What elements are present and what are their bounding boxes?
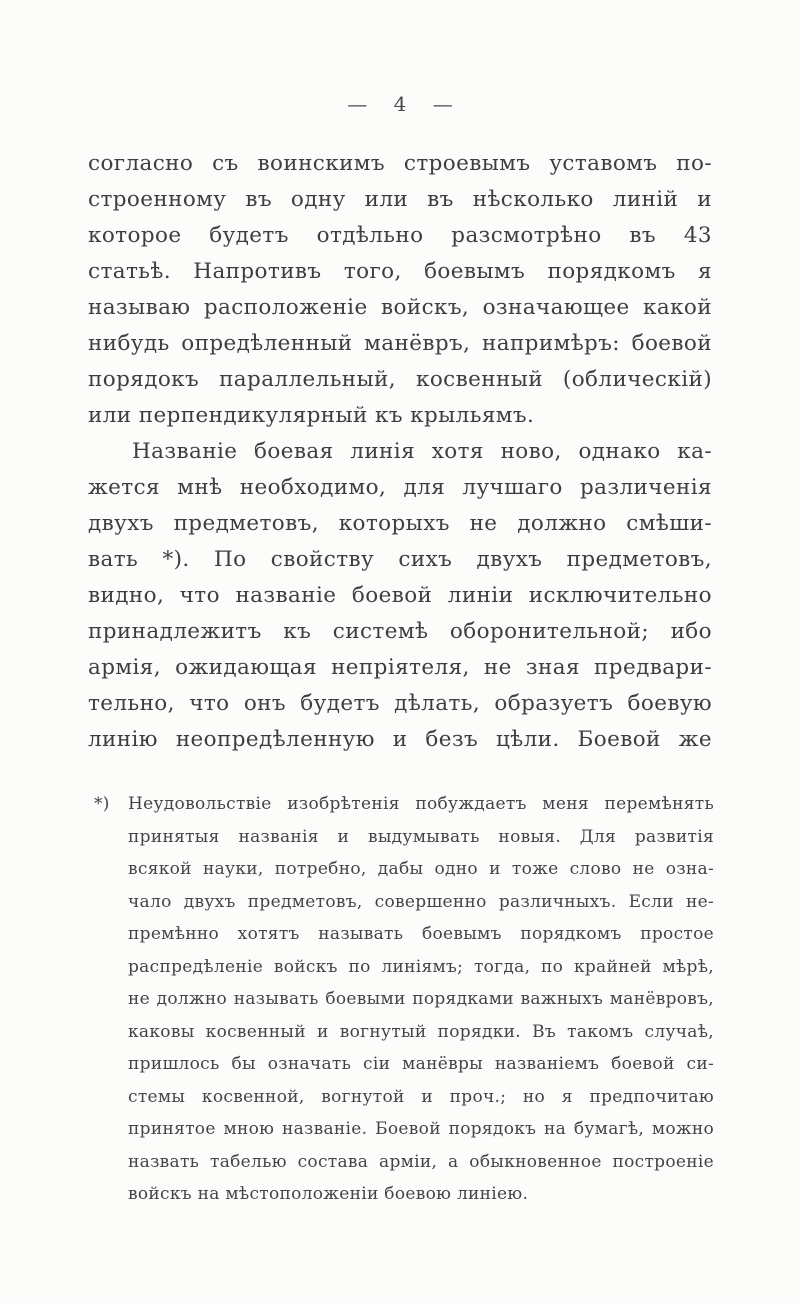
text-line: вать *). По свойству сихъ двухъ предметовъ, bbox=[88, 547, 712, 572]
text-line: линію неопредѣленную и безъ цѣли. Боевой же bbox=[88, 727, 712, 752]
text-line: видно, что названіе боевой линіи исключительно bbox=[88, 583, 712, 608]
text-line: Неудовольствіе изобрѣтенія побуждаетъ меня перемѣнять bbox=[128, 794, 714, 814]
paragraph bbox=[88, 146, 712, 434]
text-line: распредѣленіе войскъ по линіямъ; тогда, по крайней мѣрѣ, bbox=[128, 956, 714, 977]
text-line: стемы косвенной, вогнутой и проч.; но я предпочитаю bbox=[128, 1086, 714, 1107]
text-line: чало двухъ предметовъ, совершенно различныхъ. Если не- bbox=[128, 891, 714, 912]
text-line: войскъ на мѣстоположеніи боевою линіею. bbox=[128, 1184, 529, 1204]
text-line: статьѣ. Напротивъ того, боевымъ порядкомъ я bbox=[88, 259, 712, 284]
text-line: каковы косвенный и вогнутый порядки. Въ такомъ случаѣ, bbox=[128, 1021, 714, 1042]
text-line: которое будетъ отдѣльно разсмотрѣно въ 43 bbox=[88, 223, 712, 248]
text-line: принятыя названія и выдумывать новыя. Для развитія bbox=[128, 826, 714, 847]
text-line: армія, ожидающая непріятеля, не зная предвари- bbox=[88, 655, 712, 680]
text-line: называю расположеніе войскъ, означающее какой bbox=[88, 295, 712, 320]
text-line: всякой науки, потребно, дабы одно и тоже слово не озна- bbox=[128, 859, 714, 879]
text-line: Названіе боевая линія хотя ново, однако ка- bbox=[132, 439, 712, 464]
main-text-block bbox=[88, 146, 712, 758]
text-line: тельно, что онъ будетъ дѣлать, образуетъ боевую bbox=[88, 691, 712, 716]
text-line: принадлежитъ къ системѣ оборонительной; ибо bbox=[88, 619, 712, 644]
text-line: двухъ предметовъ, которыхъ не должно смѣши- bbox=[88, 511, 712, 536]
footnote-text bbox=[128, 788, 714, 1211]
text-line: принятое мною названіе. Боевой порядокъ на бумагѣ, можно bbox=[128, 1119, 714, 1139]
footnote-block bbox=[94, 788, 714, 1211]
text-line: жется мнѣ необходимо, для лучшаго различенія bbox=[88, 475, 712, 500]
paragraph bbox=[88, 434, 712, 758]
footnote-marker: *) bbox=[94, 794, 110, 814]
text-line: нибудь опредѣленный манёвръ, напримѣръ: боевой bbox=[88, 331, 712, 356]
page-number: — 4 — bbox=[347, 92, 453, 116]
text-line: или перпендикулярный къ крыльямъ. bbox=[88, 403, 535, 428]
text-line: порядокъ параллельный, косвенный (облическій) bbox=[88, 367, 712, 392]
text-line: не должно называть боевыми порядками важныхъ манёвровъ, bbox=[128, 989, 714, 1009]
text-line: назвать табелью состава арміи, а обыкновенное построеніе bbox=[128, 1151, 714, 1172]
text-line: пришлось бы означать сіи манёвры названіемъ боевой си- bbox=[128, 1054, 714, 1074]
text-line: премѣнно хотятъ называть боевымъ порядкомъ простое bbox=[128, 924, 714, 944]
text-line: строенному въ одну или въ нѣсколько линій и bbox=[88, 187, 712, 212]
text-line: согласно съ воинскимъ строевымъ уставомъ по- bbox=[88, 151, 712, 176]
